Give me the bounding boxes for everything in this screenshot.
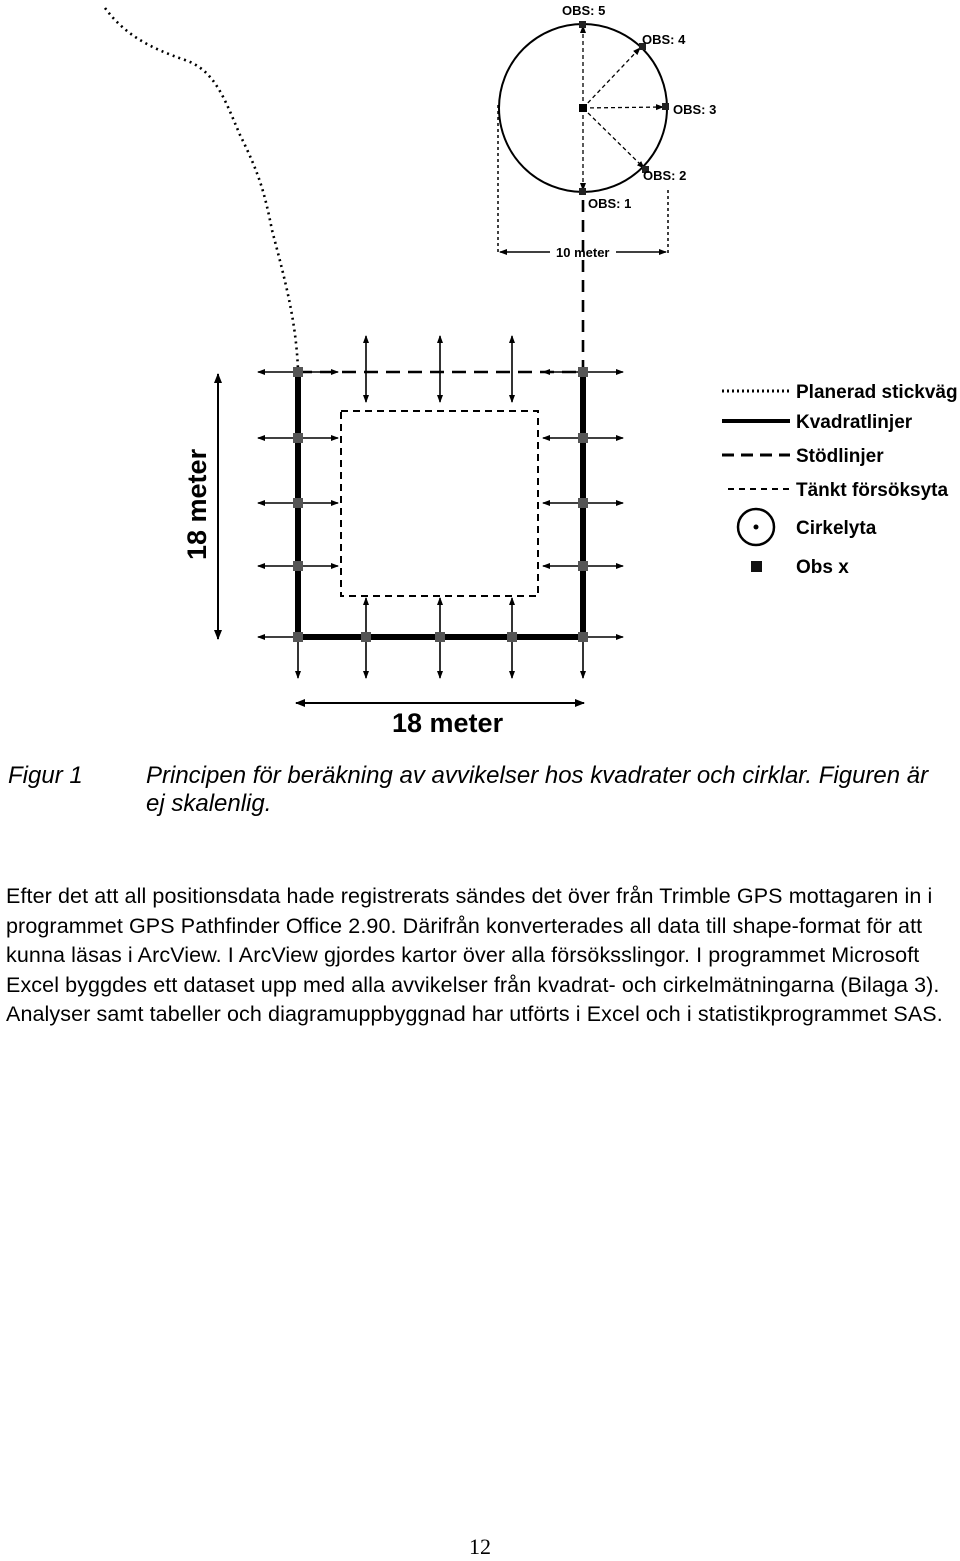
obs-marker — [507, 632, 517, 642]
obs-marker — [578, 433, 588, 443]
obs-1-label: OBS: 1 — [588, 196, 632, 211]
legend-planned-road: Planerad stickväg — [796, 382, 958, 403]
obs-2-label: OBS: 2 — [643, 168, 687, 183]
obs-marker — [361, 632, 371, 642]
obs-marker — [293, 561, 303, 571]
figure-1-diagram — [0, 0, 960, 740]
legend — [722, 382, 958, 578]
obs-marker — [293, 498, 303, 508]
legend-trial-area: Tänkt försöksyta — [796, 480, 949, 501]
obs-square-legend-icon — [751, 561, 762, 572]
obs-3-label: OBS: 3 — [673, 102, 717, 117]
circle-plot — [498, 21, 669, 368]
obs-marker — [578, 498, 588, 508]
legend-support-lines: Stödlinjer — [796, 446, 884, 467]
legend-quadrat-lines: Kvadratlinjer — [796, 412, 913, 433]
page-number: 12 — [469, 1534, 491, 1559]
obs-5-label: OBS: 5 — [562, 3, 606, 18]
obs-marker — [293, 367, 303, 377]
vertical-dimension-label: 18 meter — [182, 448, 212, 560]
planned-road-path — [105, 8, 298, 370]
caption-text: Principen för beräkning av avvikelser hos kvadrater och cirklar. Figuren är ej skalenlig. — [146, 762, 929, 817]
body-paragraph: Efter det att all positionsdata hade registrerats sändes det över från Trimble GPS mottagaren in i programmet GPS Pathfinder Office 2.90. Därifrån konverterades all data till shape-format för att kunna läsas i ArcView. I ArcView gjordes kartor över alla försöksslingor. I programmet Microsoft Excel byggdes ett dataset upp med alla avvikelser från kvadrat- och cirkelmätningarna (Bilaga 3). Analyser samt tabeller och diagramuppbyggnad har utförts i Excel och i statistikprogrammet SAS. — [6, 884, 943, 1026]
obs-4-label: OBS: 4 — [642, 32, 686, 47]
square-plot — [295, 372, 586, 637]
horizontal-dimension-label: 18 meter — [392, 708, 504, 738]
obs-marker — [293, 433, 303, 443]
perpendicular-offset-arrows — [258, 336, 623, 678]
obs-marker — [293, 632, 303, 642]
circle-dimension-label: 10 meter — [556, 245, 610, 260]
obs-marker — [435, 632, 445, 642]
legend-obs-x: Obs x — [796, 557, 849, 578]
legend-circle-plot: Cirkelyta — [796, 518, 877, 539]
obs-marker — [578, 632, 588, 642]
obs-marker — [578, 367, 588, 377]
obs-marker — [578, 561, 588, 571]
caption-number: Figur 1 — [8, 762, 83, 789]
